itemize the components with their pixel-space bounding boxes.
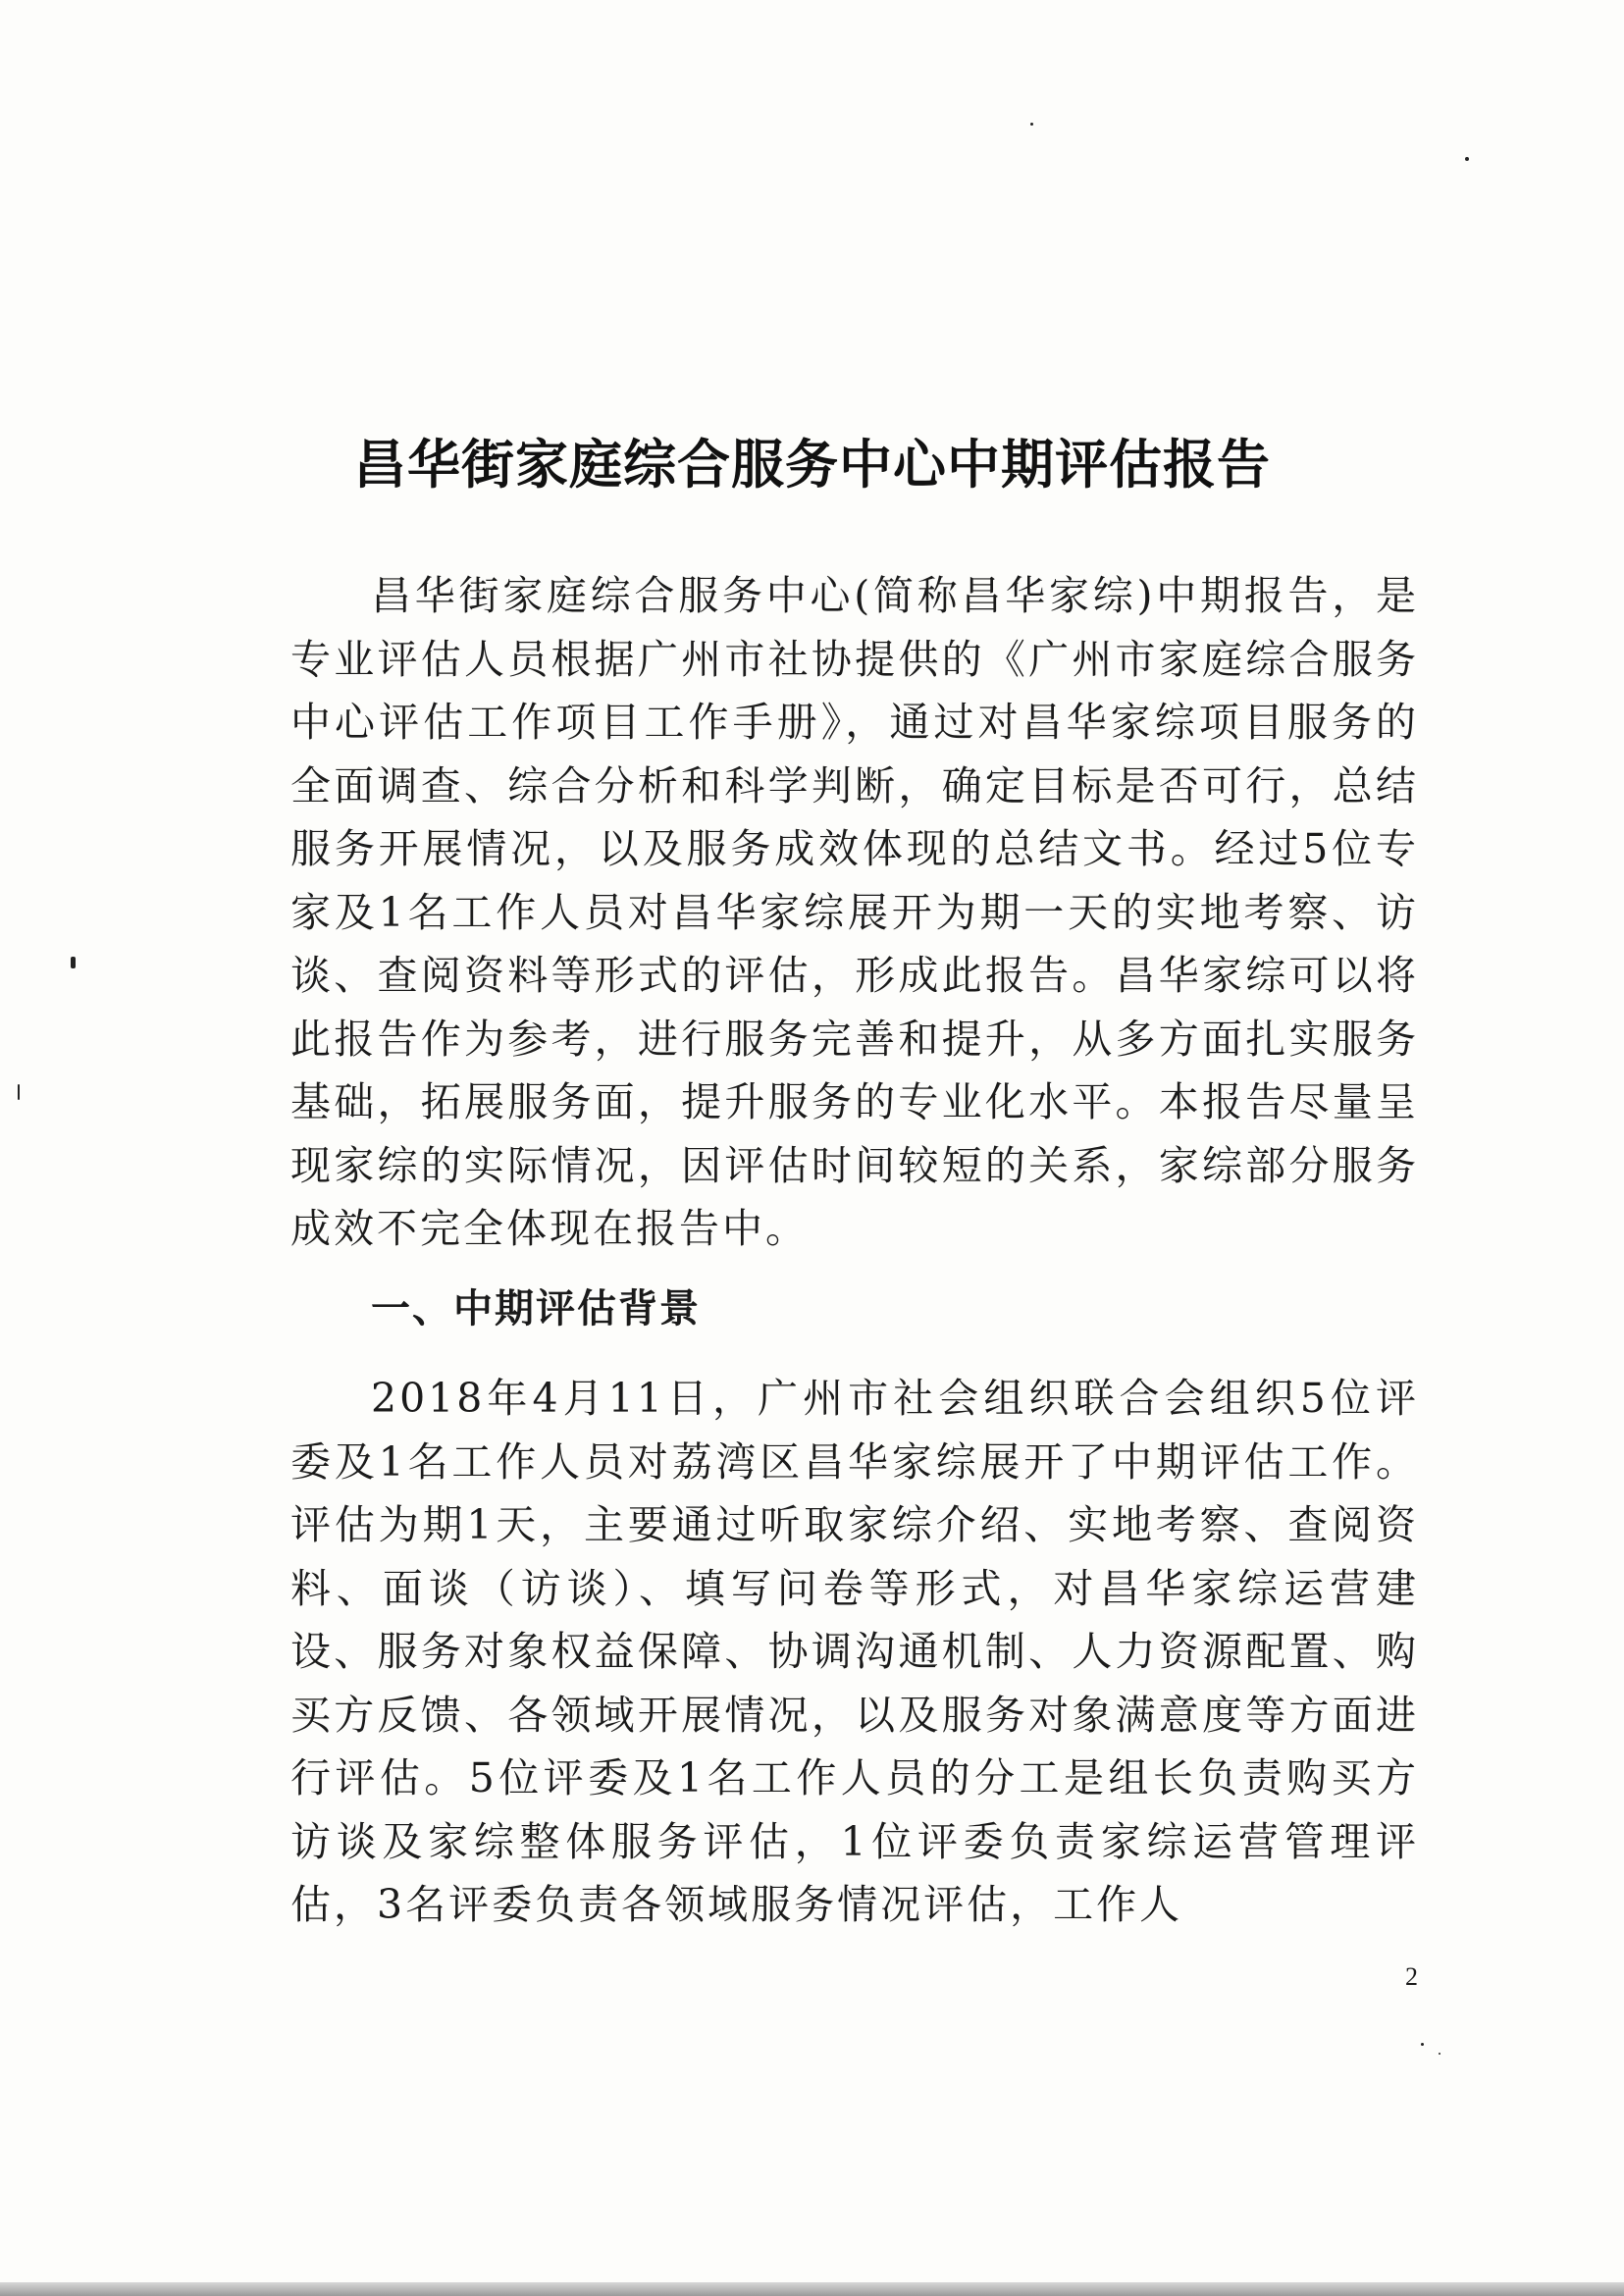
scan-speck — [1030, 123, 1033, 126]
scan-speck — [18, 1084, 20, 1100]
scan-speck — [1439, 2053, 1441, 2055]
scan-speck — [1421, 2043, 1424, 2046]
document-title: 昌华街家庭综合服务中心中期评估报告 — [353, 434, 1271, 496]
scan-speck — [1465, 157, 1469, 161]
scan-bottom-edge — [0, 2282, 1624, 2296]
section-heading: 一、中期评估背景 — [371, 1286, 701, 1331]
section-paragraph: 2018年4月11日，广州市社会组织联合会组织5位评委及1名工作人员对荔湾区昌华家综展开了中期评估工作。评估为期1天，主要通过听取家综介绍、实地考察、查阅资料、面谈（访谈）、填写问卷等形式，对昌华家综运营建设、服务对象权益保障、协调沟通机制、人力资源配置、购买方反馈、各领域开展情况，以及服务对象满意度等方面进行评估。5位评委及1名工作人员的分工是组长负责购买方访谈及家综整体服务评估，1位评委负责家综运营管理评估，3名评委负责各领域服务情况评估，工作人 — [290, 1375, 1419, 1928]
intro-paragraph: 昌华街家庭综合服务中心(简称昌华家综)中期报告，是专业评估人员根据广州市社协提供的《广州市家庭综合服务中心评估工作项目工作手册》，通过对昌华家综项目服务的全面调查、综合分析和科学判断，确定目标是否可行，总结服务开展情况，以及服务成效体现的总结文书。经过5位专家及1名工作人员对昌华家综展开为期一天的实地考察、访谈、查阅资料等形式的评估，形成此报告。昌华家综可以将此报告作为参考，进行服务完善和提升，从多方面扎实服务基础，拓展服务面，提升服务的专业化水平。本报告尽量呈现家综的实际情况，因评估时间较短的关系，家综部分服务成效不完全体现在报告中。 — [290, 572, 1419, 1252]
page-number: 2 — [1405, 1962, 1418, 1991]
scan-speck — [71, 957, 76, 968]
